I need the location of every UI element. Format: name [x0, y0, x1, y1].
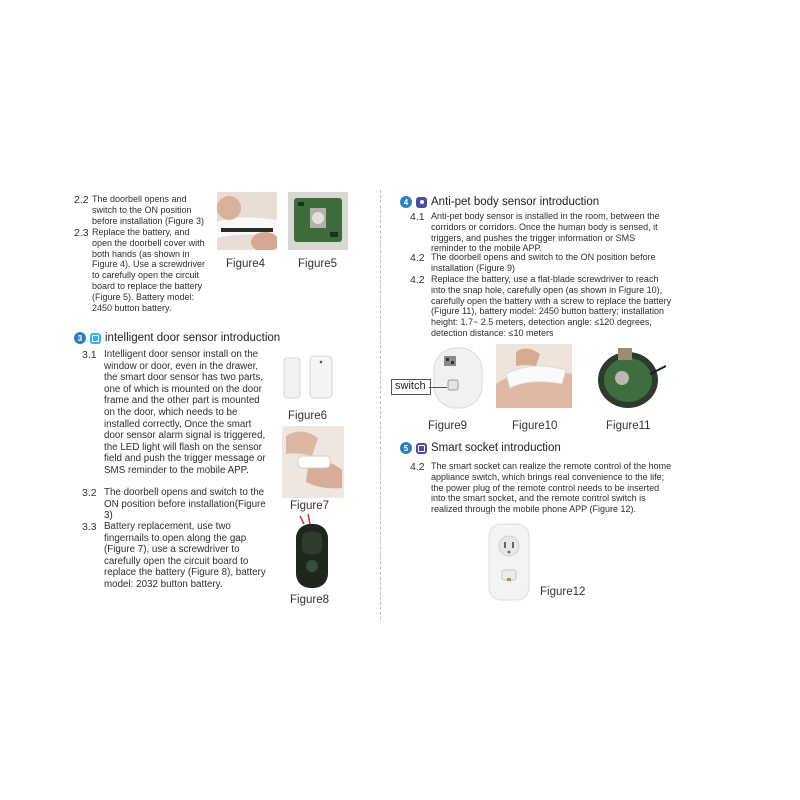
step-5-text: The smart socket can realize the remote control of the home appliance switch, which brings real convenience to the life; the power plug of the remote control needs to be inserted into the smart socket, and the remote control switch is realized through the mobile phone APP (Figure 12). — [431, 461, 672, 515]
figure11-photo — [594, 344, 666, 410]
step-2-3-number: 2.3 — [74, 227, 89, 239]
figure8-caption: Figure8 — [290, 594, 329, 606]
figure4-photo — [217, 192, 277, 250]
figure6-photo — [278, 352, 344, 402]
step-2-3-text: Replace the battery, and open the doorbell cover with both hands (as shown in Figure 4). Use a screwdriver to carefully open the circuit board to replace the battery (Figure 5). Battery model: 2450 button battery. — [92, 227, 206, 313]
step-4-2-number: 4.2 — [410, 252, 425, 264]
door-sensor-icon — [90, 333, 101, 344]
switch-callout-line — [429, 387, 447, 388]
section-4-heading — [400, 196, 599, 208]
figure5-caption: Figure5 — [298, 258, 337, 270]
step-5-number: 4.2 — [410, 461, 425, 473]
figure12-caption: Figure12 — [540, 586, 586, 598]
step-4-2b-text: Replace the battery, use a flat-blade screwdriver to reach into the snap hole, carefully open (as shown in Figure 10), carefully open the battery with a screw to replace the battery (Figure 11), battery model: 2450 button battery; installation height: 1.7~ 2.5 meters, detection angle: ≤120 degrees, detection distance: ≤10 meters — [431, 274, 672, 338]
page-fold — [380, 190, 381, 620]
section-5-badge: 5 — [400, 442, 412, 454]
step-4-2b-number: 4.2 — [410, 274, 425, 286]
section-4-badge: 4 — [400, 196, 412, 208]
figure8-photo — [290, 514, 334, 590]
switch-label: switch — [395, 380, 426, 392]
motion-sensor-icon — [416, 197, 427, 208]
step-4-1-text: Anti-pet body sensor is installed in the room, between the corridors or corridors. Once the human body is sensed, it triggers, and pushes the trigger information or SMS reminder to the mobile APP. — [431, 211, 660, 254]
figure4-caption: Figure4 — [226, 258, 265, 270]
step-2-2-number: 2.2 — [74, 194, 89, 206]
figure6-caption: Figure6 — [288, 410, 327, 422]
section-3-badge: 3 — [74, 332, 86, 344]
step-3-1-text: Intelligent door sensor install on the window or door, even in the drawer, the smart door sensor has two parts, one of which is mounted on the door frame and the other part is mounted on the door, which needs to be installed correctly, Once the smart door sensor alarm signal is triggered, the LED light will flash on the sensor field and push the trigger message or SMS reminder to the mobile APP. — [104, 349, 266, 476]
figure12-photo — [484, 520, 534, 604]
figure5-photo — [288, 192, 348, 250]
step-4-2-text: The doorbell opens and switch to the ON position before installation (Figure 9) — [431, 252, 656, 273]
step-3-2-number: 3.2 — [82, 487, 97, 499]
figure9-photo — [424, 346, 486, 410]
step-2-2-text: The doorbell opens and switch to the ON position before installation (Figure 3) — [92, 194, 205, 226]
step-3-3-number: 3.3 — [82, 521, 97, 533]
figure11-caption: Figure11 — [606, 420, 651, 432]
figure9-caption: Figure9 — [428, 420, 467, 432]
section-3-title: intelligent door sensor introduction — [105, 332, 281, 344]
step-3-1-number: 3.1 — [82, 349, 97, 361]
section-4-title: Anti-pet body sensor introduction — [431, 196, 600, 208]
figure7-caption: Figure7 — [290, 500, 329, 512]
smart-socket-icon — [416, 443, 427, 454]
step-4-1-number: 4.1 — [410, 211, 425, 223]
section-5-title: Smart socket introduction — [431, 442, 561, 454]
figure10-caption: Figure10 — [512, 420, 558, 432]
section-3-heading — [74, 332, 280, 344]
step-3-2-text: The doorbell opens and switch to the ON position before installation(Figure 3) — [104, 487, 266, 522]
figure7-photo — [282, 426, 344, 498]
section-5-heading — [400, 442, 561, 454]
step-3-3-text: Battery replacement, use two fingernails to open along the gap (Figure 7), use a screwdriver to carefully open the circuit board to replace the battery (Figure 8), battery model: 2032 button battery. — [104, 521, 266, 590]
figure10-photo — [496, 344, 572, 408]
